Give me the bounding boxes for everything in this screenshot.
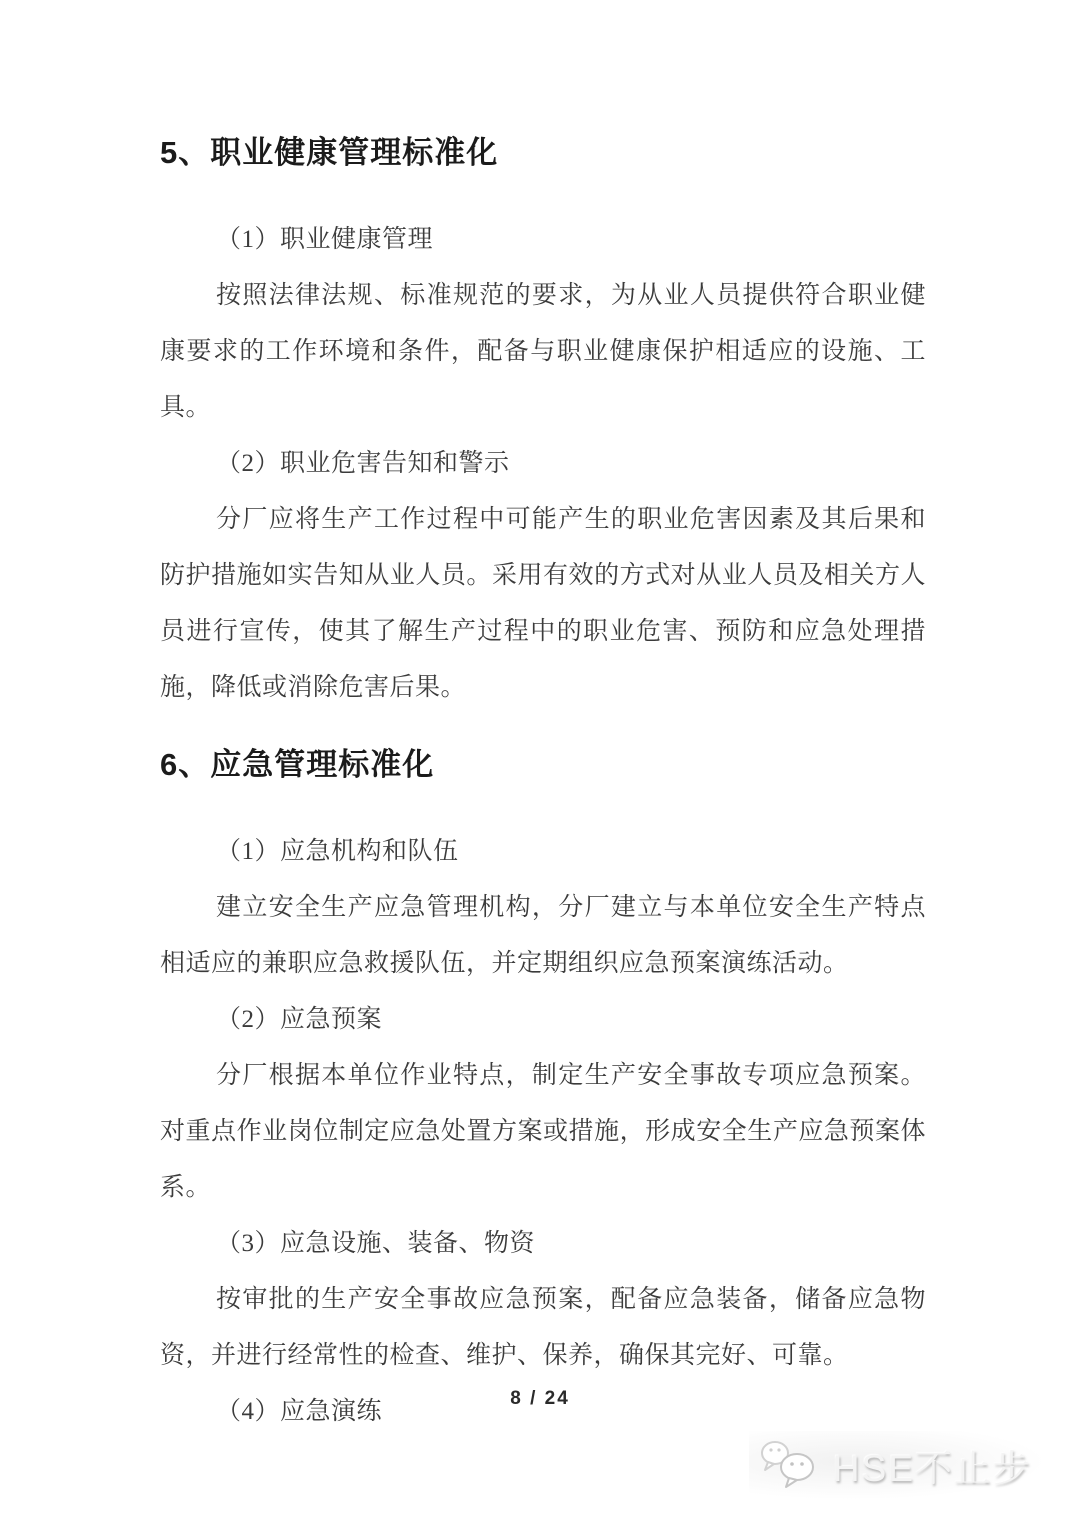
- paragraph: 按审批的生产安全事故应急预案，配备应急装备，储备应急物资，并进行经常性的检查、维护、保养，确保其完好、可靠。: [160, 1286, 926, 1369]
- watermark-label: HSE不止步: [832, 1448, 1032, 1489]
- section-heading-5: 5、职业健康管理标准化: [160, 135, 499, 170]
- paragraph: 建立安全生产应急管理机构，分厂建立与本单位安全生产特点相适应的兼职应急救援队伍，并定期组织应急预案演练活动。: [160, 894, 926, 977]
- list-item-label: （2）应急预案: [216, 1006, 383, 1033]
- list-item-label: （1）职业健康管理: [216, 226, 434, 253]
- paragraph: 分厂应将生产工作过程中可能产生的职业危害因素及其后果和防护措施如实告知从业人员。采用有效的方式对从业人员及相关方人员进行宣传，使其了解生产过程中的职业危害、预防和应急处理措施，降低或消除危害后果。: [160, 506, 926, 701]
- paragraph: 按照法律法规、标准规范的要求，为从业人员提供符合职业健康要求的工作环境和条件，配备与职业健康保护相适应的设施、工具。: [160, 282, 926, 421]
- wechat-icon: [759, 1437, 823, 1493]
- list-item-label: （2）职业危害告知和警示: [216, 450, 510, 477]
- list-item-label: （3）应急设施、装备、物资: [216, 1230, 536, 1257]
- list-item-label: （1）应急机构和队伍: [216, 838, 459, 865]
- document-content: [160, 130, 926, 1440]
- list-item-label: （4）应急演练: [216, 1398, 383, 1425]
- page-number: 8 / 24: [510, 1388, 570, 1409]
- watermark: [749, 1431, 1042, 1499]
- section-heading-6: 6、应急管理标准化: [160, 747, 435, 782]
- paragraph: 分厂根据本单位作业特点，制定生产安全事故专项应急预案。对重点作业岗位制定应急处置方案或措施，形成安全生产应急预案体系。: [160, 1062, 926, 1201]
